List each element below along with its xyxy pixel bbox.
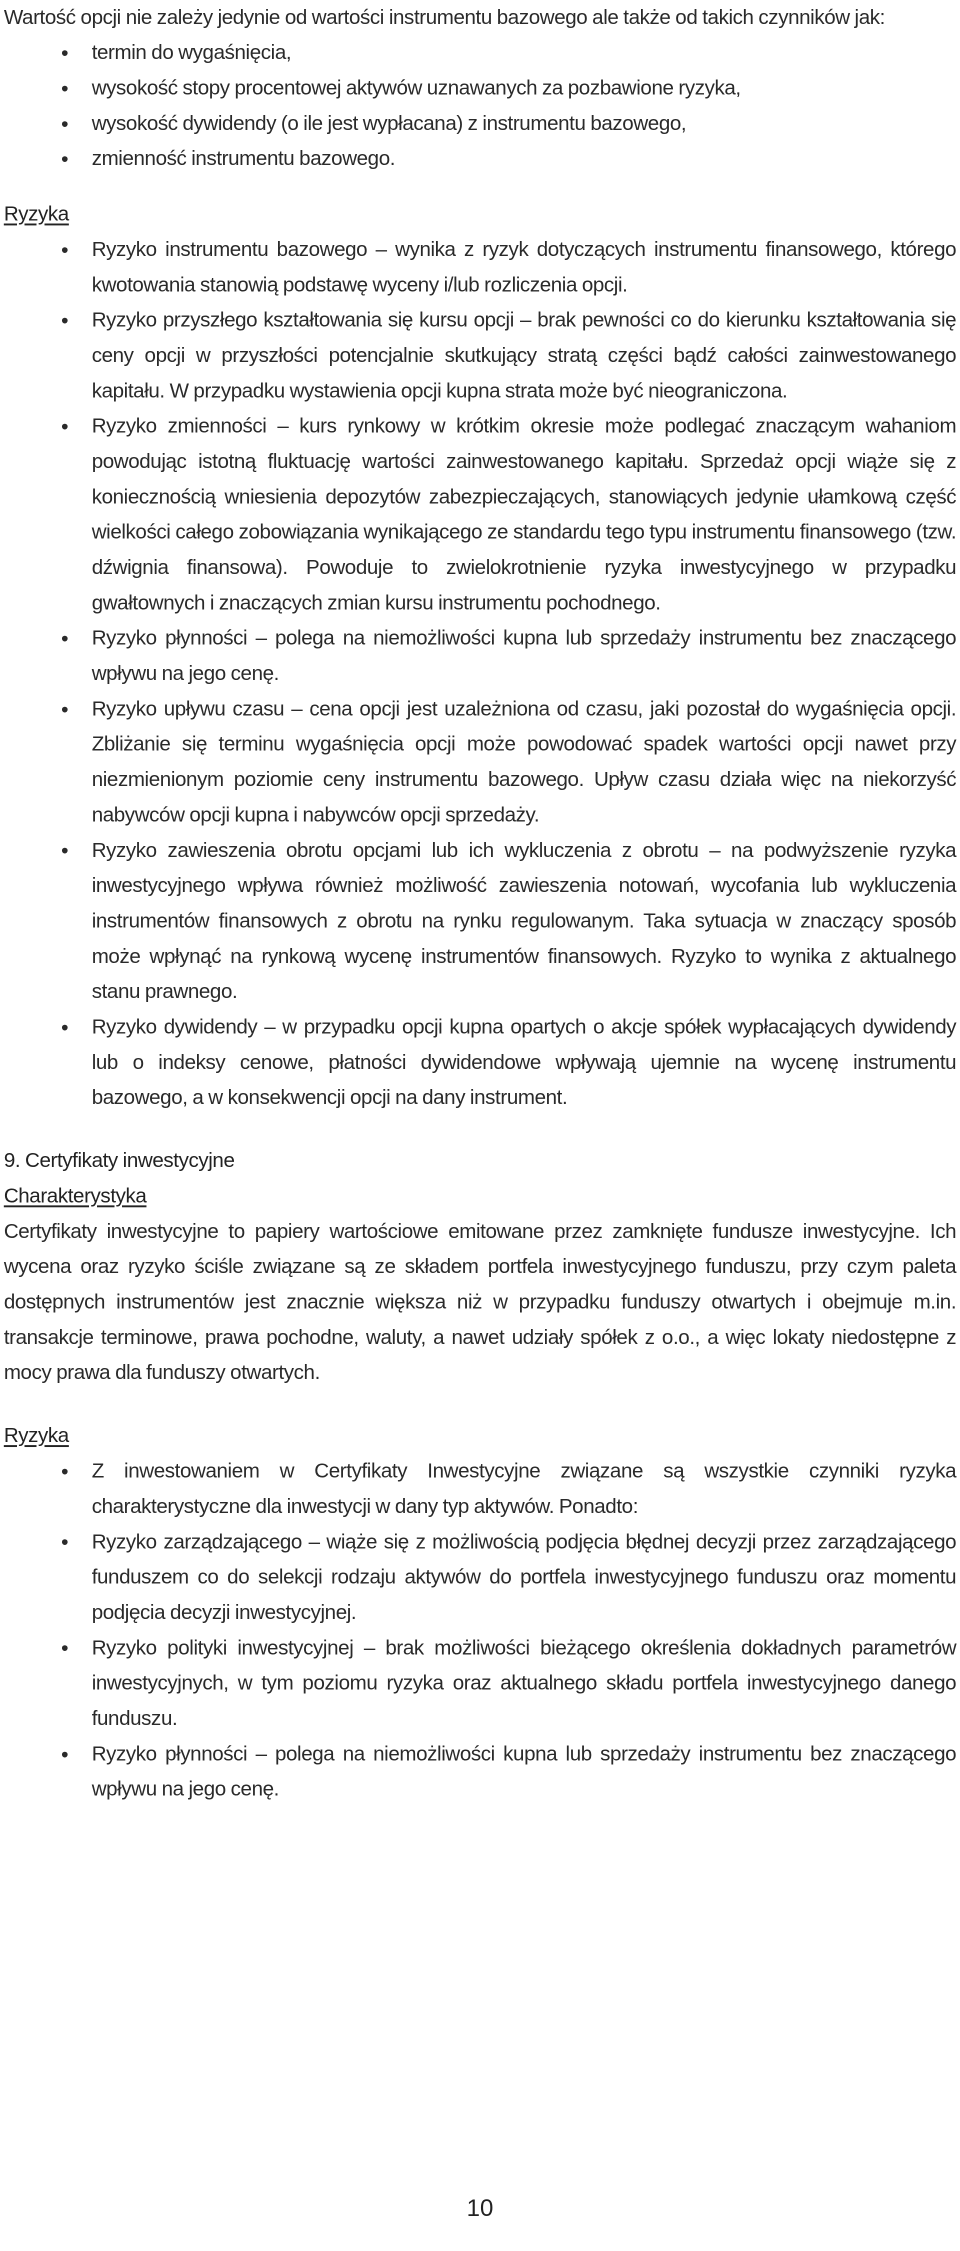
bullet-icon: • bbox=[61, 111, 69, 136]
list-item: • Ryzyko płynności – polega na niemożliwości kupna lub sprzedaży instrumentu bez znaczącego wpływu na jego cenę. bbox=[4, 1736, 956, 1807]
intro-bullet-list bbox=[4, 35, 956, 176]
list-item: • termin do wygaśnięcia, bbox=[4, 35, 956, 70]
list-item: • Z inwestowaniem w Certyfikaty Inwestycyjne związane są wszystkie czynniki ryzyka charakterystyczne dla inwestycji w dany typ aktywów. Ponadto: bbox=[4, 1454, 956, 1525]
intro-paragraph: Wartość opcji nie zależy jedynie od wartości instrumentu bazowego ale także od takich czynników jak: bbox=[3, 5, 885, 29]
characteristics-paragraph: Certyfikaty inwestycyjne to papiery wartościowe emitowane przez zamknięte fundusze inwestycyjne. Ich wycena oraz ryzyko ściśle związane są ze składem portfela inwestycyjnego funduszu, przy czym paleta dostępnych instrumentów jest znacznie większa niż w przypadku funduszy otwartych i obejmuje m.in. transakcje terminowe, prawa pochodne, waluty, a nawet udziały spółek z o.o., a więc lokaty niedostępne z mocy prawa dla funduszy otwartych. bbox=[3, 1219, 957, 1384]
list-item: • Ryzyko przyszłego kształtowania się kursu opcji – brak pewności co do kierunku kształtowania się ceny opcji w przyszłości potencjalnie skutkujący stratą części bądź całości zainwestowanego kapitału. W przypadku wystawienia opcji kupna strata może być nieograniczona. bbox=[4, 303, 956, 409]
section-title: 9. Certyfikaty inwestycyjne bbox=[3, 1149, 235, 1172]
list-item: • Ryzyko zarządzającego – wiąże się z możliwością podjęcia błędnej decyzji przez zarządzającego funduszem co do selekcji rodzaju aktywów do portfela inwestycyjnego funduszu oraz momentu podjęcia decyzji inwestycyjnej. bbox=[4, 1524, 956, 1630]
bullet-icon: • bbox=[61, 1015, 69, 1040]
page-number: 10 bbox=[466, 2195, 494, 2222]
risk-bullet-list bbox=[4, 1454, 956, 1807]
risk-heading: Ryzyka bbox=[3, 202, 69, 226]
list-item: • Ryzyko polityki inwestycyjnej – brak możliwości bieżącego określenia dokładnych parametrów inwestycyjnych, w tym poziomu ryzyka oraz aktualnego składu portfela inwestycyjnego danego funduszu. bbox=[4, 1630, 956, 1736]
list-item: • Ryzyko upływu czasu – cena opcji jest uzależniona od czasu, jaki pozostał do wygaśnięcia opcji. Zbliżanie się terminu wygaśnięcia opcji może powodować spadek wartości opcji nawet przy niezmienionym poziomie ceny instrumentu bazowego. Upływ czasu działa więc na niekorzyść nabywców opcji kupna i nabywców opcji sprzedaży. bbox=[4, 692, 956, 833]
risk-heading: Ryzyka bbox=[3, 1424, 69, 1448]
bullet-icon: • bbox=[61, 1636, 69, 1661]
list-item: • Ryzyko zawieszenia obrotu opcjami lub ich wykluczenia z obrotu – na podwyższenie ryzyka inwestycyjnego wpływa również możliwość zawieszenia notowań, wycofania lub wykluczenia instrumentów finansowych z obrotu na rynku regulowanym. Taka sytuacja w znaczący sposób może wpłynąć na rynkową wycenę instrumentów finansowych. Ryzyko to wynika z aktualnego stanu prawnego. bbox=[4, 833, 956, 1010]
bullet-icon: • bbox=[61, 697, 69, 722]
list-item: • Ryzyko zmienności – kurs rynkowy w krótkim okresie może podlegać znaczącym wahaniom powodując istotną fluktuację wartości zainwestowanego kapitału. Sprzedaż opcji wiąże się z koniecznością wniesienia depozytów zabezpieczających, stanowiących jedynie ułamkową część wielkości całego zobowiązania wynikającego ze standardu tego typu instrumentu finansowego (tzw. dźwignia finansowa). Powoduje to zwielokrotnienie ryzyka inwestycyjnego w przypadku gwałtownych i znaczących zmian kursu instrumentu pochodnego. bbox=[4, 409, 956, 621]
bullet-icon: • bbox=[61, 414, 69, 439]
bullet-icon: • bbox=[61, 76, 69, 101]
characteristics-heading: Charakterystyka bbox=[3, 1184, 147, 1208]
list-item: • wysokość dywidendy (o ile jest wypłacana) z instrumentu bazowego, bbox=[4, 106, 956, 141]
bullet-icon: • bbox=[61, 1530, 69, 1554]
bullet-icon: • bbox=[61, 147, 69, 171]
bullet-icon: • bbox=[61, 308, 69, 333]
list-item: • Ryzyko dywidendy – w przypadku opcji kupna opartych o akcje spółek wypłacających dywidendy lub o indeksy cenowe, płatności dywidendowe wpływają ujemnie na wycenę instrumentu bazowego, a w konsekwencji opcji na dany instrument. bbox=[4, 1010, 956, 1116]
list-item: • Ryzyko instrumentu bazowego – wynika z ryzyk dotyczących instrumentu finansowego, którego kwotowania stanowią podstawę wyceny i/lub rozliczenia opcji. bbox=[4, 232, 956, 303]
bullet-icon: • bbox=[61, 41, 69, 65]
bullet-icon: • bbox=[61, 626, 69, 651]
list-item: • Ryzyko płynności – polega na niemożliwości kupna lub sprzedaży instrumentu bez znaczącego wpływu na jego cenę. bbox=[4, 621, 956, 692]
risk-bullet-list bbox=[4, 232, 956, 1115]
bullet-icon: • bbox=[61, 237, 69, 262]
list-item: • zmienność instrumentu bazowego. bbox=[4, 141, 956, 176]
list-item: • wysokość stopy procentowej aktywów uznawanych za pozbawione ryzyka, bbox=[4, 71, 956, 106]
bullet-icon: • bbox=[61, 838, 69, 863]
bullet-icon: • bbox=[61, 1742, 69, 1767]
bullet-icon: • bbox=[61, 1459, 69, 1484]
